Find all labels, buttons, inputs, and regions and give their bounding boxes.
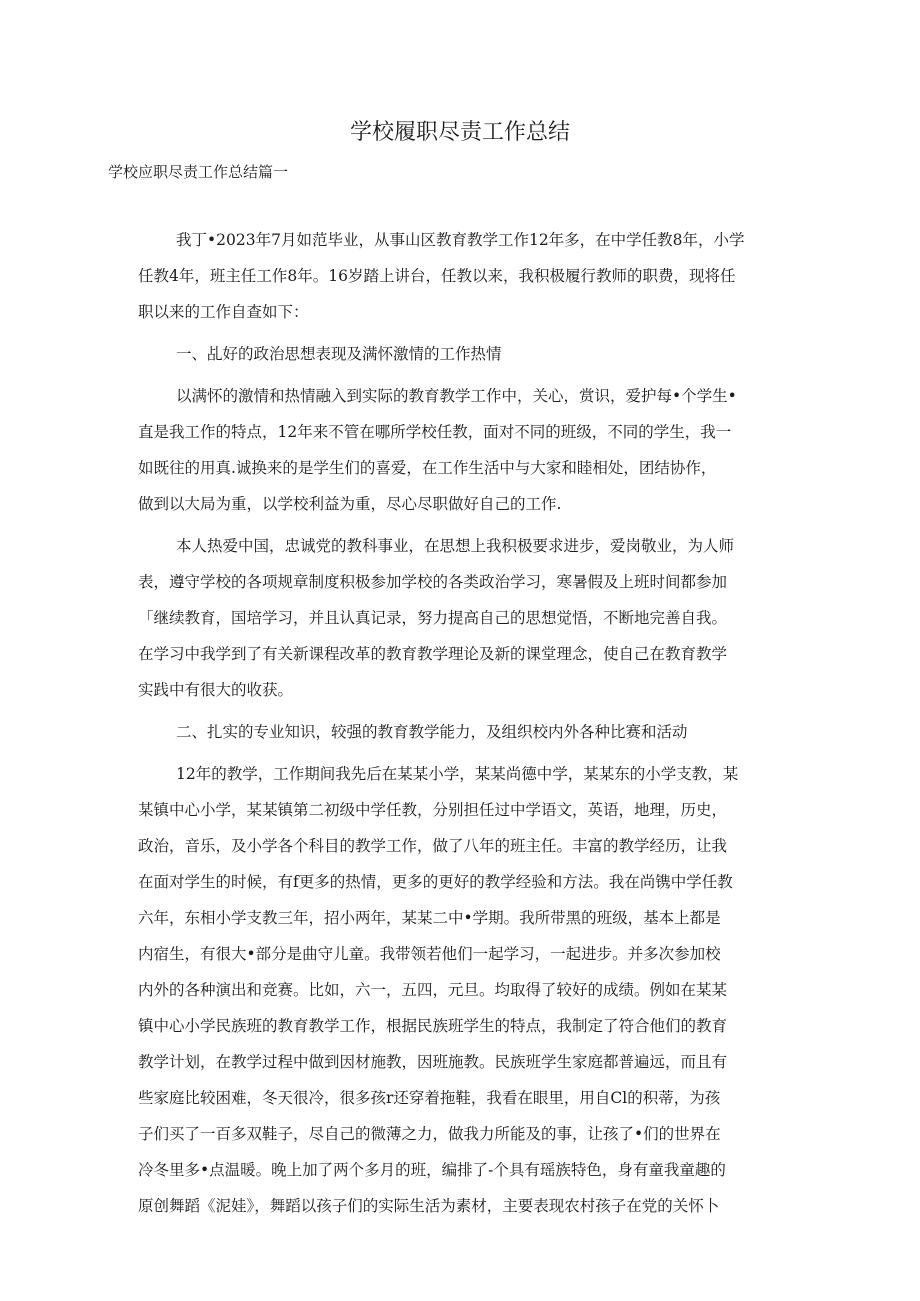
text-line: 内宿生，有很大•部分是曲守儿童。我带领若他们一起学习，一起进步。并多次参加校 xyxy=(138,945,721,963)
text-line: 职以来的工作自查如下： xyxy=(138,303,309,321)
text-line: 做到以大局为重，以学校利益为重，尽心尽职做好自己的工作. xyxy=(138,495,562,513)
text-line: 冷冬里多•点温暖。晚上加了两个多月的班，编排了-个具有瑶族特色，身有童我童趣的 xyxy=(138,1161,726,1179)
text-line: 我丁•2023年7月如范毕业，从事山区教育教学工作12年多，在中学任教8年，小学 xyxy=(176,231,745,249)
section-heading: 一、乩好的政治思想表现及满怀激情的工作热情 xyxy=(176,345,502,363)
text-line: 在学习中我学到了有关新课程改革的教育教学理论及新的课堂理念，使自己在教育教学 xyxy=(138,645,728,663)
text-line: 原创舞蹈《泥娃》，舞蹈以孩子们的实际生活为素材，主要表现农村孩子在党的关怀卜 xyxy=(138,1197,720,1215)
text-line: 本人热爱中国，忠诚党的教科事业，在思想上我积极要求进步，爱岗敬业，为人师 xyxy=(176,537,735,555)
text-line: 些家庭比较困难，冬天很冷，很多孩r还穿着拖鞋，我看在眼里，用自Cl的积蒂，为孩 xyxy=(138,1089,721,1107)
text-line: 教学计划，在教学过程中做到因材施教，因班施教。民族班学生家庭都普遍远，而且有 xyxy=(138,1053,728,1071)
document-title: 学校履职尽责工作总结 xyxy=(349,120,570,145)
text-line: 如既往的用真.诚换来的是学生们的喜爱，在工作生活中与大家和睦相处，团结协作， xyxy=(138,459,717,477)
text-line: 任教4年，班主任工作8年。16岁踏上讲台，任教以来，我积极履行教师的职费，现将任 xyxy=(138,267,736,285)
text-line: 镇中心小学民族班的教育教学工作，根据民族班学生的特点，我制定了符合他们的教育 xyxy=(138,1017,728,1035)
text-line: 政治，音乐，及小学各个科目的教学工作，做了八年的班主任。丰富的教学经历，让我 xyxy=(138,837,728,855)
text-line: 实践中有很大的收获。 xyxy=(138,681,294,699)
text-line: 表，遵守学校的各项规章制度积极参加学校的各类政治学习，寒暑假及上班时间都参加 xyxy=(138,573,728,591)
text-line: 12年的教学，工作期间我先后在某某小学，某某尚德中学，某某东的小学支教，某 xyxy=(176,765,739,783)
text-line: 「继续教育，国培学习，并且认真记录，努力提高自己的思想觉悟，不断地完善自我。 xyxy=(138,609,728,627)
text-line: 某镇中心小学，某某镇第二初级中学任教，分别担任过中学语文，英语，地理，历史， xyxy=(138,801,728,819)
text-line: 子们买了一百多双鞋子，尽自己的微薄之力，做我力所能及的事，让孩了•们的世界在 xyxy=(138,1125,721,1143)
text-line: 内外的各种演出和竞赛。比如，六一，五四，元旦。均取得了较好的成绩。例如在某某 xyxy=(138,981,728,999)
text-line: 在面对学生的时候，有f更多的热情，更多的更好的教学经验和方法。我在尚镌中学任教 xyxy=(138,873,733,891)
document-subtitle: 学校应职尽责工作总结篇一 xyxy=(108,163,289,181)
text-line: 以满怀的激情和热情融入到实际的教育教学工作中，关心，赏识，爱护每•个学生• xyxy=(176,387,737,405)
text-line: 直是我工作的特点，12年来不管在哪所学校任教，面对不同的班级，不同的学生，我一 xyxy=(138,423,732,441)
section-heading: 二、扎实的专业知识，较强的教育教学能力，及组织校内外各种比赛和活动 xyxy=(176,723,688,741)
text-line: 六年，东相小学支教三年，招小两年，某某二中•学期。我所带黑的班级，基本上都是 xyxy=(138,909,721,927)
